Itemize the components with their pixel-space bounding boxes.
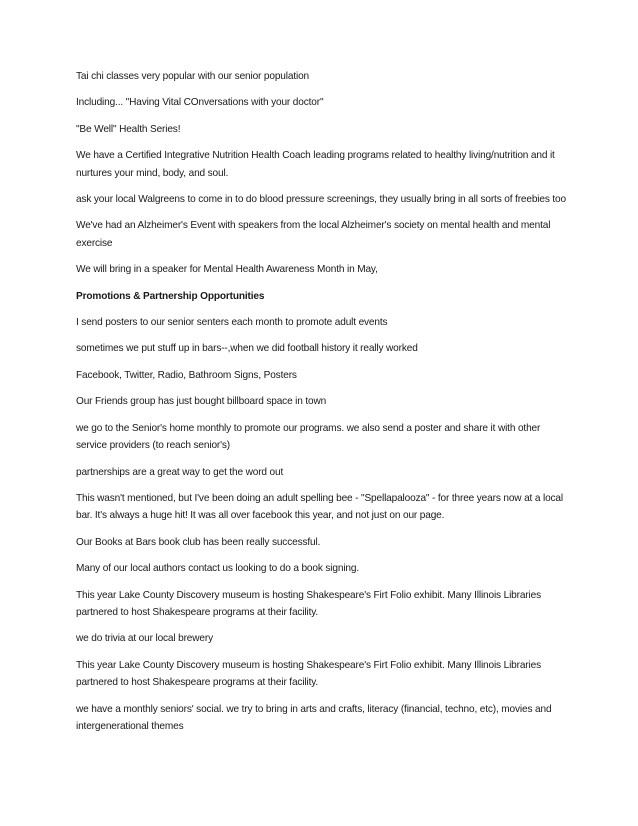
paragraph-books-at-bars: Our Books at Bars book club has been really successful. [76, 536, 321, 548]
paragraph-shakespeare-1: This year Lake County Discovery museum is hosting Shakespeare's Firt Folio exhibit. Many Illinois Libraries partnered to host Shakespeare programs at their facility. [76, 589, 541, 618]
paragraph-vital-conversations: Including... "Having Vital COnversations with your doctor" [76, 97, 324, 109]
paragraph-walgreens: ask your local Walgreens to come in to do blood pressure screenings, they usually bring in all sorts of freebies too [76, 194, 566, 206]
document-body [76, 68, 568, 744]
paragraph-tai-chi: Tai chi classes very popular with our senior population [76, 71, 310, 82]
paragraph-be-well: "Be Well" Health Series! [76, 123, 181, 135]
paragraph-partnerships: partnerships are a great way to get the word out [76, 466, 284, 478]
section-heading-promotions: Promotions & Partnership Opportunities [76, 290, 265, 302]
paragraph-shakespeare-2: This year Lake County Discovery museum is hosting Shakespeare's Firt Folio exhibit. Many Illinois Libraries partnered to host Shakespeare programs at their facility. [76, 659, 541, 689]
paragraph-billboard: Our Friends group has just bought billboard space in town [76, 396, 327, 408]
paragraph-local-authors: Many of our local authors contact us looking to do a book signing. [76, 563, 359, 575]
paragraph-seniors-home: we go to the Senior's home monthly to promote our programs. we also send a poster and share it with other service providers (to reach senior's) [76, 422, 541, 452]
paragraph-mental-health: We will bring in a speaker for Mental Health Awareness Month in May, [76, 264, 378, 276]
paragraph-alzheimers: We've had an Alzheimer's Event with speakers from the local Alzheimer's society on mental health and mental exercise [76, 220, 551, 249]
paragraph-senior-posters: I send posters to our senior senters each month to promote adult events [76, 317, 388, 329]
paragraph-channels: Facebook, Twitter, Radio, Bathroom Signs, Posters [76, 369, 297, 381]
paragraph-trivia: we do trivia at our local brewery [76, 633, 213, 645]
paragraph-bars: sometimes we put stuff up in bars--,when we did football history it really worked [76, 343, 418, 355]
paragraph-spelling-bee: This wasn't mentioned, but I've been doing an adult spelling bee - "Spellapalooza" - for three years now at a local bar. It's always a huge hit! It was all over facebook this year, and not just on our page. [76, 492, 563, 522]
paragraph-seniors-social: we have a monthly seniors' social. we try to bring in arts and crafts, literacy (financial, techno, etc), movies and intergenerational themes [76, 703, 552, 732]
paragraph-nutrition-coach: We have a Certified Integrative Nutrition Health Coach leading programs related to healthy living/nutrition and it nurtures your mind, body, and soul. [76, 150, 555, 179]
